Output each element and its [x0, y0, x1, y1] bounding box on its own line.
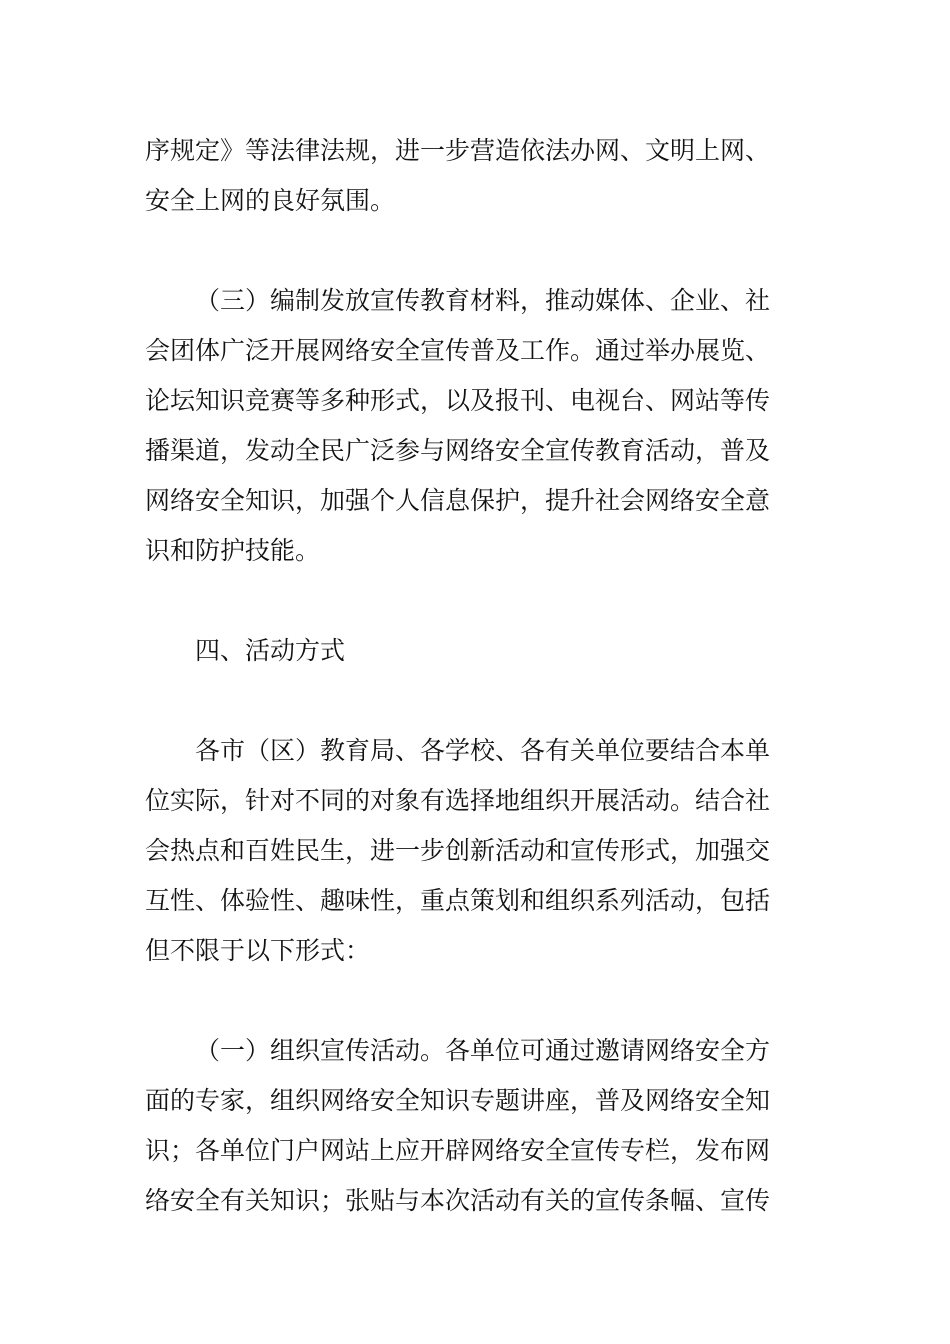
paragraph-line: 会热点和百姓民生，进一步创新活动和宣传形式，加强交	[145, 836, 771, 865]
paragraph-line: 论坛知识竞赛等多种形式，以及报刊、电视台、网站等传	[145, 386, 771, 415]
section-heading: 四、活动方式	[195, 636, 346, 665]
paragraph-line: 播渠道，发动全民广泛参与网络安全宣传教育活动，普及	[145, 436, 771, 465]
paragraph-line: 位实际，针对不同的对象有选择地组织开展活动。结合社	[145, 786, 771, 815]
paragraph-line: 网络安全知识，加强个人信息保护，提升社会网络安全意	[145, 486, 771, 515]
paragraph-line: 识和防护技能。	[145, 536, 321, 565]
paragraph-line: 各市（区）教育局、各学校、各有关单位要结合本单	[195, 736, 771, 765]
paragraph-line: （三）编制发放宣传教育材料，推动媒体、企业、社	[195, 286, 771, 315]
paragraph-line: 互性、体验性、趣味性，重点策划和组织系列活动，包括	[145, 886, 771, 915]
paragraph-line: （一）组织宣传活动。各单位可通过邀请网络安全方	[195, 1036, 771, 1065]
paragraph-line: 络安全有关知识；张贴与本次活动有关的宣传条幅、宣传	[145, 1186, 771, 1215]
paragraph-line: 序规定》等法律法规，进一步营造依法办网、文明上网、	[145, 136, 771, 165]
paragraph-line: 安全上网的良好氛围。	[145, 186, 396, 215]
paragraph-line: 会团体广泛开展网络安全宣传普及工作。通过举办展览、	[145, 336, 771, 365]
paragraph-line: 面的专家，组织网络安全知识专题讲座，普及网络安全知	[145, 1086, 771, 1115]
paragraph-line: 识；各单位门户网站上应开辟网络安全宣传专栏，发布网	[145, 1136, 771, 1165]
paragraph-line: 但不限于以下形式：	[145, 936, 371, 965]
